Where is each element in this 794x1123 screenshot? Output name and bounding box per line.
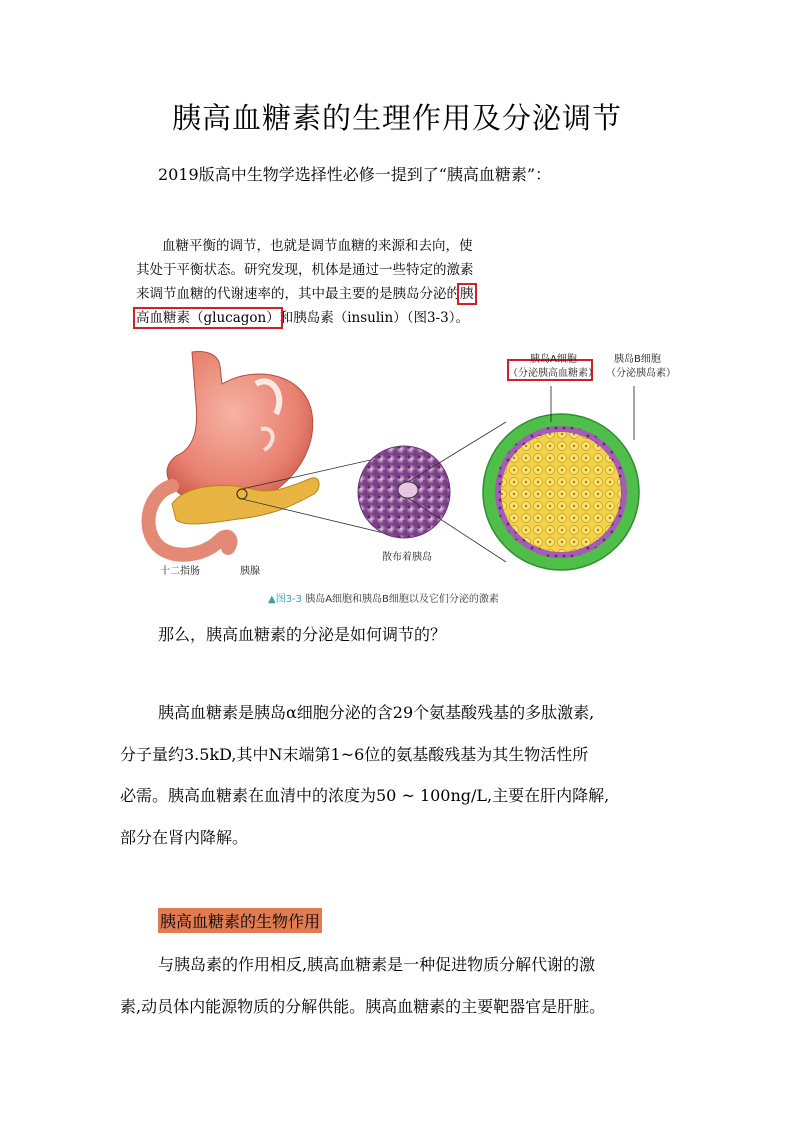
label-a-cell: 胰岛A细胞 bbox=[530, 354, 577, 365]
excerpt-line: 其处于平衡状态。研究发现，机体是通过一些特定的激素 bbox=[136, 262, 474, 278]
page-title: 胰高血糖素的生理作用及分泌调节 bbox=[171, 101, 622, 135]
intro-text: 2019版高中生物学选择性必修一提到了“胰高血糖素”： bbox=[158, 165, 552, 184]
label-a-cell-note: （分泌胰高血糖素） bbox=[508, 368, 598, 379]
paragraph-line: 分子量约3.5kD,其中N末端第1~6位的氨基酸残基为其生物活性所 bbox=[120, 744, 589, 764]
excerpt-line bbox=[136, 306, 488, 330]
paragraph-2 bbox=[120, 944, 690, 1027]
paragraph-line: 素,动员体内能源物质的分解供能。胰高血糖素的主要靶器官是肝脏。 bbox=[120, 996, 606, 1016]
paragraph-line: 必需。胰高血糖素在血清中的浓度为50 ~ 100ng/L,主要在肝内降解, bbox=[120, 786, 610, 805]
highlight-box: 高血糖素（glucagon） bbox=[136, 310, 280, 326]
paragraph-line: 部分在肾内降解。 bbox=[120, 827, 249, 847]
excerpt-text: 和胰岛素（insulin）（图3-3）。 bbox=[279, 310, 469, 326]
label-b-cell: 胰岛B细胞 bbox=[614, 354, 661, 365]
excerpt-line bbox=[136, 282, 488, 306]
textbook-excerpt bbox=[136, 234, 488, 330]
label-pancreas: 胰腺 bbox=[240, 566, 260, 577]
paragraph-line: 与胰岛素的作用相反,胰高血糖素是一种促进物质分解代谢的激 bbox=[158, 955, 596, 974]
caption-number: ▲图3-3 bbox=[268, 594, 303, 605]
highlight-box: 胰 bbox=[460, 286, 474, 302]
excerpt-text: 来调节血糖的代谢速率的，其中最主要的是胰岛分泌的 bbox=[136, 286, 460, 302]
excerpt-line: 血糖平衡的调节，也就是调节血糖的来源和去向，使 bbox=[162, 238, 473, 254]
question-text: 那么，胰高血糖素的分泌是如何调节的？ bbox=[158, 625, 447, 644]
paragraph-line: 胰高血糖素是胰岛α细胞分泌的含29个氨基酸残基的多肽激素, bbox=[158, 703, 595, 722]
label-b-cell-note: （分泌胰岛素） bbox=[606, 368, 676, 379]
section-heading: 胰高血糖素的生物作用 bbox=[158, 908, 322, 933]
caption-text: 胰岛A细胞和胰岛B细胞以及它们分泌的激素 bbox=[305, 594, 499, 605]
paragraph-1 bbox=[120, 692, 690, 858]
label-islets: 散布着胰岛 bbox=[382, 552, 432, 563]
anatomy-illustration bbox=[136, 344, 696, 606]
pancreas-figure bbox=[136, 344, 696, 606]
figure-caption bbox=[268, 590, 499, 605]
stomach-shape bbox=[167, 352, 313, 508]
label-duodenum: 十二指肠 bbox=[160, 566, 200, 577]
